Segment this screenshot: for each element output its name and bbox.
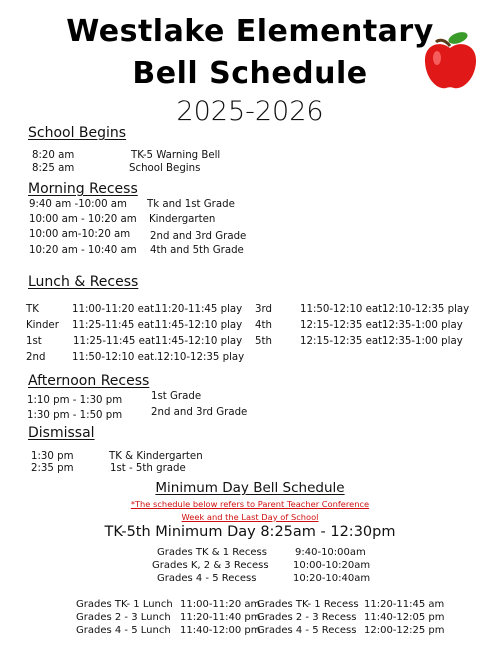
- page-subtitle: Bell Schedule: [132, 56, 368, 91]
- school-begins-desc: TK-5 Warning Bell: [131, 150, 221, 161]
- lunch-grade: 1st: [26, 336, 42, 347]
- footer-recess-time: 11:20-11:45 am: [364, 599, 445, 610]
- lunch-eat: 11:50-12:10 eat.: [300, 304, 386, 315]
- morning-recess-desc: Tk and 1st Grade: [147, 199, 235, 210]
- minimum-day-recess-time: 10:00-10:20am: [293, 560, 371, 571]
- afternoon-recess-desc: 1st Grade: [151, 391, 202, 402]
- afternoon-recess-time: 1:10 pm - 1:30 pm: [27, 395, 123, 406]
- lunch-play: 12:35-1:00 play: [382, 336, 463, 347]
- lunch-play: 12:10-12:35 play: [382, 304, 470, 315]
- lunch-play: 12:10-12:35 play: [157, 352, 245, 363]
- minimum-day-recess-label: Grades 4 - 5 Recess: [157, 573, 257, 584]
- school-year: 2025-2026: [176, 96, 324, 127]
- afternoon-recess-heading: Afternoon Recess: [28, 373, 150, 389]
- morning-recess-time: 10:20 am - 10:40 am: [29, 245, 137, 256]
- minimum-day-recess-time: 10:20-10:40am: [293, 573, 371, 584]
- lunch-grade: 3rd: [255, 304, 272, 315]
- school-begins-time: 8:25 am: [32, 163, 75, 174]
- page-title: Westlake Elementary: [66, 14, 434, 49]
- minimum-day-recess-time: 9:40-10:00am: [295, 547, 366, 558]
- footer-lunch-time: 11:40-12:00 pm: [180, 625, 261, 636]
- morning-recess-time: 10:00 am - 10:20 am: [29, 214, 137, 225]
- minimum-day-subheading: TK-5th Minimum Day 8:25am - 12:30pm: [104, 524, 396, 540]
- minimum-day-recess-label: Grades TK & 1 Recess: [157, 547, 267, 558]
- footer-recess-label: Grades 2 - 3 Recess: [257, 612, 357, 623]
- dismissal-time: 1:30 pm: [31, 451, 74, 462]
- afternoon-recess-time: 1:30 pm - 1:50 pm: [27, 410, 123, 421]
- lunch-grade: 5th: [255, 336, 272, 347]
- lunch-eat: 11:50-12:10 eat.: [72, 352, 158, 363]
- minimum-day-recess-label: Grades K, 2 & 3 Recess: [152, 560, 269, 571]
- lunch-grade: 4th: [255, 320, 272, 331]
- dismissal-desc: 1st - 5th grade: [110, 463, 186, 474]
- dismissal-desc: TK & Kindergarten: [109, 451, 203, 462]
- lunch-recess-heading: Lunch & Recess: [28, 274, 139, 290]
- lunch-grade: Kinder: [26, 320, 59, 331]
- morning-recess-desc: 2nd and 3rd Grade: [150, 231, 247, 242]
- footer-recess-time: 12:00-12:25 pm: [364, 625, 445, 636]
- footer-lunch-label: Grades 4 - 5 Lunch: [76, 625, 171, 636]
- footer-lunch-label: Grades TK- 1 Lunch: [76, 599, 173, 610]
- lunch-eat: 12:15-12:35 eat.: [300, 336, 386, 347]
- afternoon-recess-desc: 2nd and 3rd Grade: [151, 407, 248, 418]
- lunch-eat: 11:00-11:20 eat.: [72, 304, 158, 315]
- footer-lunch-time: 11:20-11:40 pm: [180, 612, 261, 623]
- minimum-day-note: Week and the Last Day of School: [181, 512, 319, 522]
- lunch-eat: 12:15-12:35 eat.: [300, 320, 386, 331]
- footer-recess-label: Grades TK- 1 Recess: [257, 599, 359, 610]
- minimum-day-heading: Minimum Day Bell Schedule: [155, 480, 345, 496]
- school-begins-desc: School Begins: [129, 163, 201, 174]
- morning-recess-heading: Morning Recess: [28, 181, 138, 197]
- morning-recess-time: 9:40 am -10:00 am: [29, 199, 127, 210]
- footer-lunch-label: Grades 2 - 3 Lunch: [76, 612, 171, 623]
- apple-icon: [422, 28, 478, 92]
- lunch-play: 11:45-12:10 play: [155, 336, 243, 347]
- dismissal-heading: Dismissal: [28, 425, 95, 441]
- footer-lunch-time: 11:00-11:20 am: [180, 599, 261, 610]
- school-begins-heading: School Begins: [28, 125, 127, 141]
- footer-recess-time: 11:40-12:05 pm: [364, 612, 445, 623]
- lunch-play: 12:35-1:00 play: [382, 320, 463, 331]
- dismissal-time: 2:35 pm: [31, 463, 74, 474]
- lunch-eat: 11:25-11:45 eat.: [73, 336, 159, 347]
- morning-recess-desc: Kindergarten: [149, 214, 216, 225]
- lunch-play: 11:20-11:45 play: [155, 304, 243, 315]
- footer-recess-label: Grades 4 - 5 Recess: [257, 625, 357, 636]
- minimum-day-note: *The schedule below refers to Parent Teacher Conference: [130, 499, 370, 509]
- lunch-grade: TK: [26, 304, 39, 315]
- morning-recess-time: 10:00 am-10:20 am: [29, 229, 131, 240]
- lunch-grade: 2nd: [26, 352, 46, 363]
- lunch-play: 11:45-12:10 play: [155, 320, 243, 331]
- morning-recess-desc: 4th and 5th Grade: [150, 245, 244, 256]
- school-begins-time: 8:20 am: [32, 150, 75, 161]
- lunch-eat: 11:25-11:45 eat.: [72, 320, 158, 331]
